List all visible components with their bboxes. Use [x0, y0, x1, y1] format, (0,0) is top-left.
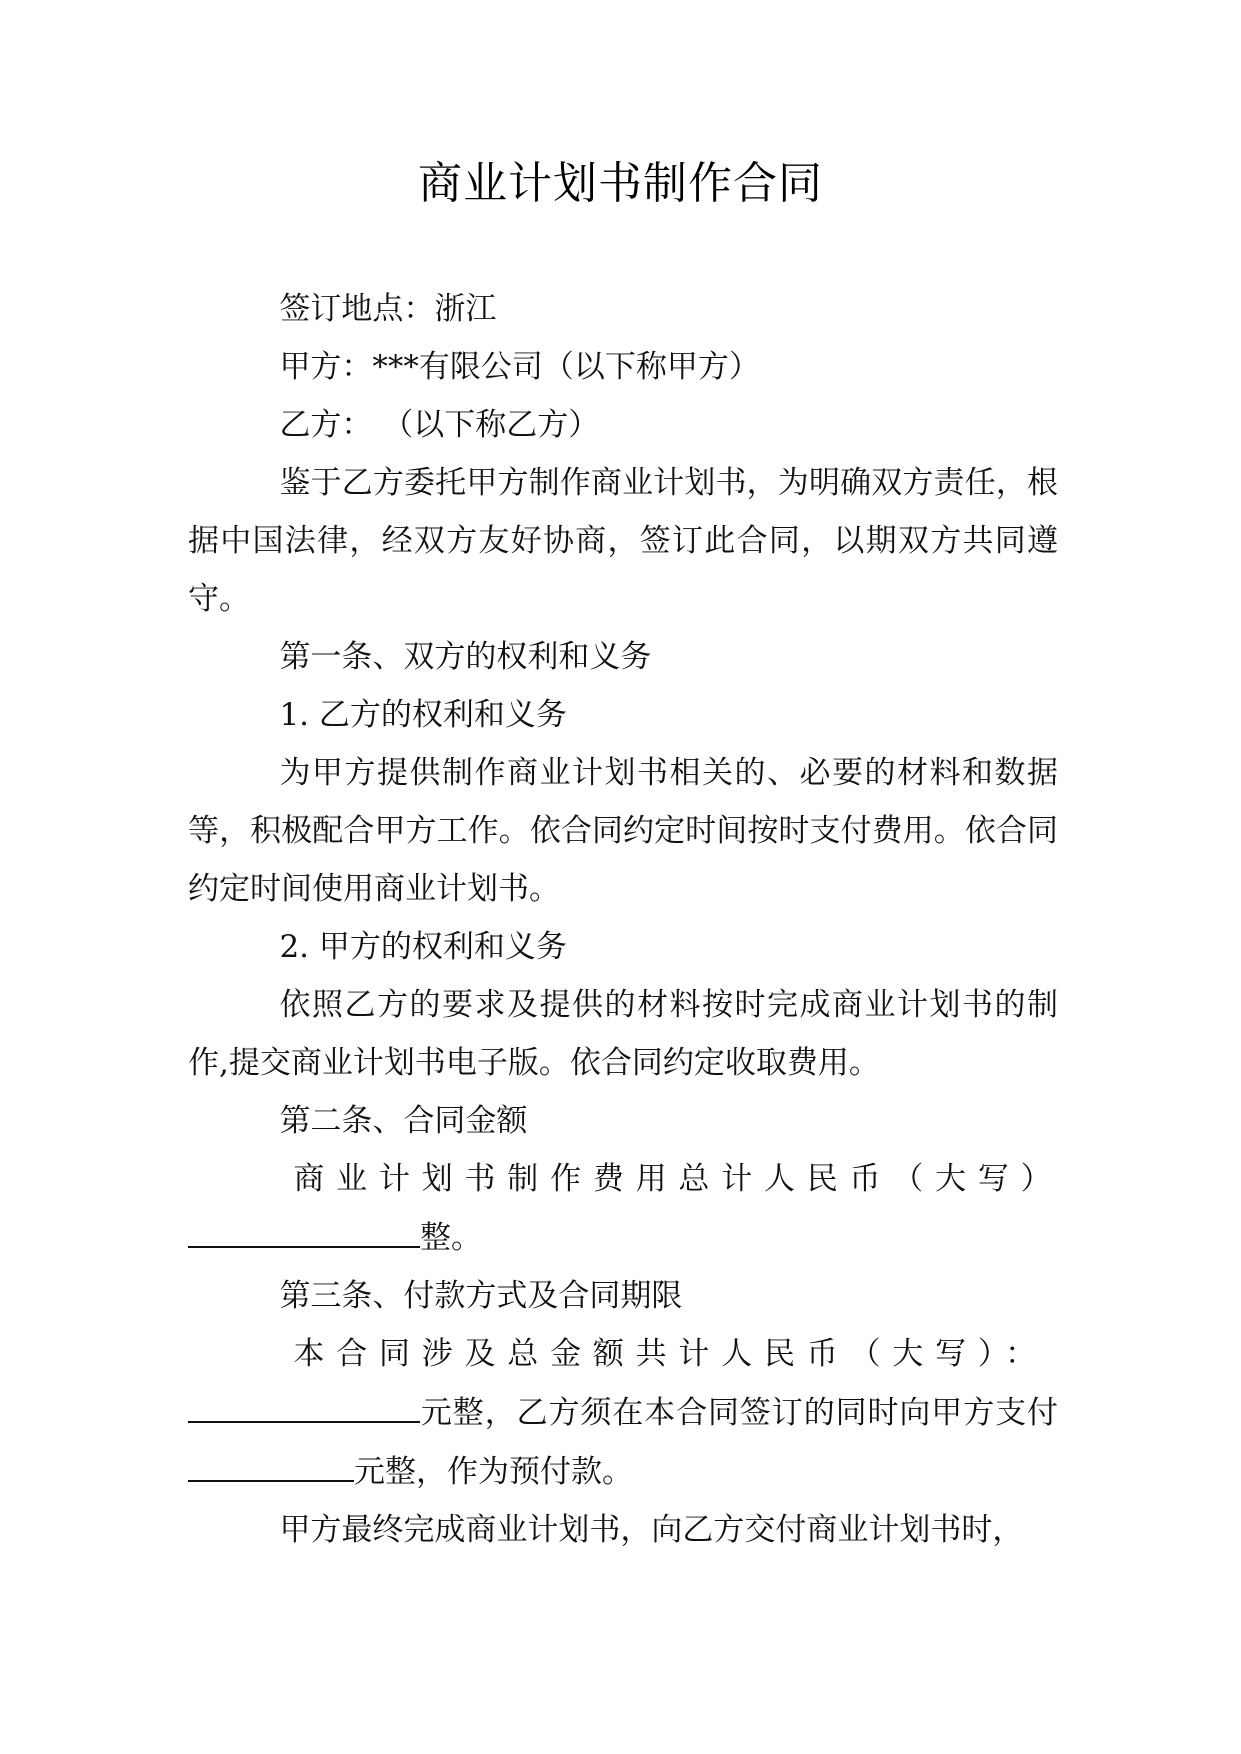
article-2-body-line-2 — [188, 1208, 1058, 1267]
article-2-heading: 第二条、合同金额 — [279, 1103, 528, 1139]
document-body — [188, 280, 1064, 1559]
article-1-heading: 第一条、双方的权利和义务 — [279, 639, 652, 675]
article-1-item-1-body: 为甲方提供制作商业计划书相关的、必要的材料和数据等，积极配合甲方工作。依合同约定时间按时支付费用。依合同约定时间使用商业计划书。 — [188, 755, 1058, 907]
article-2-body — [188, 1150, 1064, 1208]
document-title: 商业计划书制作合同 — [418, 158, 823, 209]
article-3-body-prefix: 本合同涉及总金额共计人民币（大写）： — [293, 1336, 1048, 1372]
total-amount-blank — [188, 1383, 420, 1423]
prepayment-blank — [188, 1442, 354, 1482]
party-a-line: 甲方：***有限公司（以下称甲方） — [279, 349, 760, 385]
article-1-item-1-heading: 1. 乙方的权利和义务 — [279, 697, 567, 733]
amount-blank — [188, 1208, 420, 1248]
preamble-paragraph: 鉴于乙方委托甲方制作商业计划书，为明确双方责任，根据中国法律，经双方友好协商，签订此合同，以期双方共同遵守。 — [188, 465, 1058, 617]
article-3-body-line-2 — [188, 1383, 1058, 1501]
article-1-item-2-heading: 2. 甲方的权利和义务 — [279, 929, 567, 965]
article-3-body-middle: 元整，乙方须在本合同签订的同时向甲方支付 — [420, 1395, 1058, 1431]
article-2-body-prefix: 商业计划书制作费用总计人民币（大写） — [293, 1161, 1064, 1197]
signing-place: 签订地点：浙江 — [279, 291, 497, 327]
final-paragraph: 甲方最终完成商业计划书，向乙方交付商业计划书时， — [279, 1512, 1024, 1548]
article-3-body-suffix: 元整，作为预付款。 — [354, 1454, 633, 1490]
article-1-item-2-body: 依照乙方的要求及提供的材料按时完成商业计划书的制作,提交商业计划书电子版。依合同约定收取费用。 — [188, 987, 1058, 1081]
article-2-body-suffix: 整。 — [420, 1220, 482, 1256]
article-3-body — [188, 1325, 1058, 1383]
party-b-line: 乙方： （以下称乙方） — [279, 407, 600, 443]
article-3-heading: 第三条、付款方式及合同期限 — [279, 1278, 683, 1314]
